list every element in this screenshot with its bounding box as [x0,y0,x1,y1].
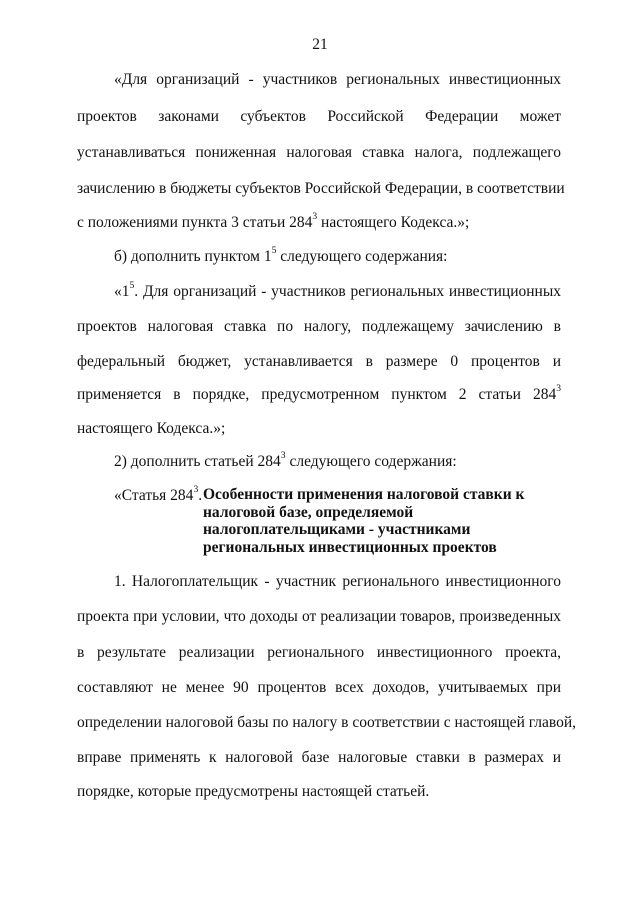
superscript: 3 [312,211,318,223]
text-run: . Для организаций - участников региональных инвестиционных [134,283,561,300]
paragraph-5-line-6: вправе применять к налоговой базе налоговые ставки в размерах и [77,749,561,766]
text-run: «1 [114,283,130,300]
article-title [203,486,573,556]
paragraph-3-line-2: проектов налоговая ставка по налогу, подлежащему зачислению в [77,318,561,335]
paragraph-5-line-3: в результате реализации регионального инвестиционного проекта, [77,644,561,661]
paragraph-5-line-2: проекта при условии, что доходы от реализации товаров, произведенных [77,608,561,625]
paragraph-5-line-5: определении налоговой базы по налогу в соответствии с настоящей главой, [77,714,577,731]
paragraph-3-line-3: федеральный бюджет, устанавливается в размере 0 процентов и [77,353,561,370]
superscript: 3 [193,484,199,496]
superscript: 3 [280,450,286,462]
text-run: «Статья 284 [114,487,194,504]
article-number [114,486,202,506]
paragraph-1-line-1: «Для организаций - участников региональных инвестиционных [114,71,561,88]
text-run: с положениями пункта 3 статьи 284 [77,214,313,231]
paragraph-5-line-1: 1. Налогоплательщик - участник регионального инвестиционного [114,573,561,590]
text-run: б) дополнить пунктом 1 [114,248,272,265]
page-number: 21 [312,36,328,53]
paragraph-5-line-7: порядке, которые предусмотрены настоящей статьей. [77,783,430,800]
superscript: 3 [556,383,561,395]
paragraph-1-line-2: проектов законами субъектов Российской Федерации может [77,108,561,125]
paragraph-1-line-4: зачислению в бюджеты субъектов Российской Федерации, в соответствии [77,180,565,197]
article-title-line: Особенности применения налоговой ставки к [203,486,525,503]
article-title-line: налогоплательщиками - участниками [203,521,471,538]
paragraph-5-line-4: составляют не менее 90 процентов всех доходов, учитываемых при [77,679,561,696]
superscript: 5 [271,245,277,257]
paragraph-3-line-5: настоящего Кодекса.»; [77,420,226,437]
paragraph-4 [114,452,561,472]
text-run: следующего содержания: [285,453,457,470]
text-run: применяется в порядке, предусмотренном пунктом 2 статьи 284 [77,386,557,403]
article-title-line: региональных инвестиционных проектов [203,538,497,556]
text-run: настоящего Кодекса.»; [317,214,470,231]
text-run: следующего содержания: [276,248,448,265]
paragraph-3-line-1 [114,282,561,302]
paragraph-1-line-5 [77,213,561,233]
paragraph-2 [114,247,561,267]
article-title-line: налоговой базе, определяемой [203,503,414,521]
superscript: 5 [129,280,135,292]
paragraph-1-line-3: устанавливаться пониженная налоговая ставка налога, подлежащего [77,144,561,161]
text-run: . [198,487,203,504]
paragraph-3-line-4 [77,385,561,405]
text-run: 2) дополнить статьей 284 [114,453,281,470]
